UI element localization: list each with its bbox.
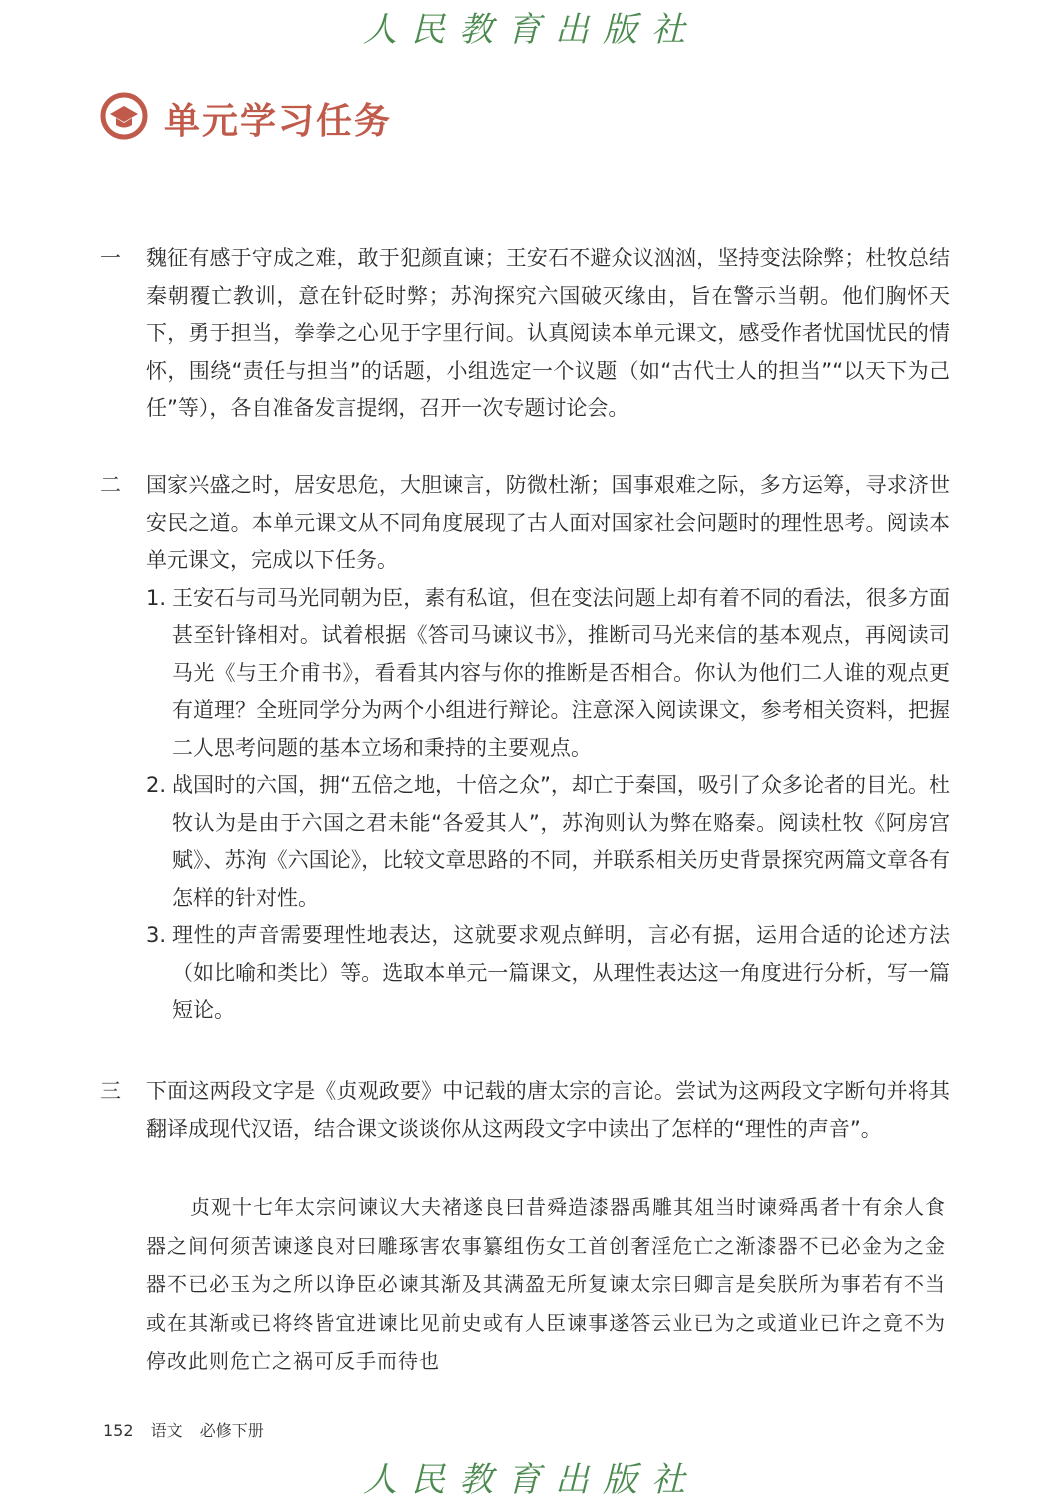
task-2 xyxy=(100,467,950,1030)
task-number: 三 xyxy=(100,1079,121,1103)
task-text: 国家兴盛之时，居安思危，大胆谏言，防微杜渐；国事艰难之际，多方运筹，寻求济世安民之道。本单元课文从不同角度展现了古人面对国家社会问题时的理性思考。阅读本单元课文，完成以下任务。 xyxy=(146,473,950,572)
task-number: 一 xyxy=(100,246,121,270)
subject-label: 语文 xyxy=(150,1421,183,1440)
subtask-text: 理性的声音需要理性地表达，这就要求观点鲜明，言必有据，运用合适的论述方法（如比喻和类比）等。选取本单元一篇课文，从理性表达这一角度进行分析，写一篇短论。 xyxy=(172,923,950,1022)
publisher-logo-top: 人民教育出版社 xyxy=(363,10,699,50)
subtask-text: 王安石与司马光同朝为臣，素有私谊，但在变法问题上却有着不同的看法，很多方面甚至针锋相对。试着根据《答司马谏议书》，推断司马光来信的基本观点，再阅读司马光《与王介甫书》，看看其内容与你的推断是否相合。你认为他们二人谁的观点更有道理？全班同学分为两个小组进行辩论。注意深入阅读课文，参考相关资料，把握二人思考问题的基本立场和秉持的主要观点。 xyxy=(172,585,950,760)
subtask-2 xyxy=(146,767,950,917)
page-footer xyxy=(103,1418,276,1441)
section-title: 单元学习任务 xyxy=(164,100,393,142)
classical-text: 贞观十七年太宗问谏议大夫褚遂良曰昔舜造漆器禹雕其俎当时谏舜禹者十有余人食器之间何须苦谏遂良对曰雕琢害农事纂组伤女工首创奢淫危亡之渐漆器不已必金为之金器不已必玉为之所以诤臣必谏其渐及其满盈无所复谏太宗曰卿言是矣朕所为事若有不当或在其渐或已将终皆宜进谏比见前史或有人臣谏事遂答云业已为之或道业已许之竟不为停改此则危亡之祸可反手而待也 xyxy=(146,1195,946,1373)
graduation-cap-icon xyxy=(100,92,148,144)
subtask-text: 战国时的六国，拥“五倍之地，十倍之众”，却亡于秦国，吸引了众多论者的目光。杜牧认为是由于六国之君未能“各爱其人”，苏洵则认为弊在赂秦。阅读杜牧《阿房宫赋》、苏洵《六国论》，比较文章思路的不同，并联系相关历史背景探究两篇文章各有怎样的针对性。 xyxy=(172,773,950,910)
task-number: 二 xyxy=(100,473,121,497)
volume-label: 必修下册 xyxy=(199,1421,264,1440)
task-text: 下面这两段文字是《贞观政要》中记载的唐太宗的言论。尝试为这两段文字断句并将其翻译成现代汉语，结合课文谈谈你从这两段文字中读出了怎样的“理性的声音”。 xyxy=(146,1079,950,1141)
subtask-number: 1. xyxy=(146,585,167,610)
subtask-1 xyxy=(146,580,950,768)
subtask-number: 2. xyxy=(146,773,167,797)
subtask-3 xyxy=(146,917,950,1030)
task-3 xyxy=(100,1073,950,1148)
task-text: 魏征有感于守成之难，敢于犯颜直谏；王安石不避众议汹汹，坚持变法除弊；杜牧总结秦朝覆亡教训，意在针砭时弊；苏洵探究六国破灭缘由，旨在警示当朝。他们胸怀天下，勇于担当，拳拳之心见于字里行间。认真阅读本单元课文，感受作者忧国忧民的情怀，围绕“责任与担当”的话题，小组选定一个议题（如“古代士人的担当”“以天下为己任”等），各自准备发言提纲，召开一次专题讨论会。 xyxy=(146,246,950,420)
publisher-logo-bottom: 人民教育出版社 xyxy=(363,1460,699,1500)
page-number: 152 xyxy=(103,1421,134,1440)
section-heading xyxy=(100,92,392,144)
task-1 xyxy=(100,240,950,428)
subtask-number: 3. xyxy=(146,923,167,947)
